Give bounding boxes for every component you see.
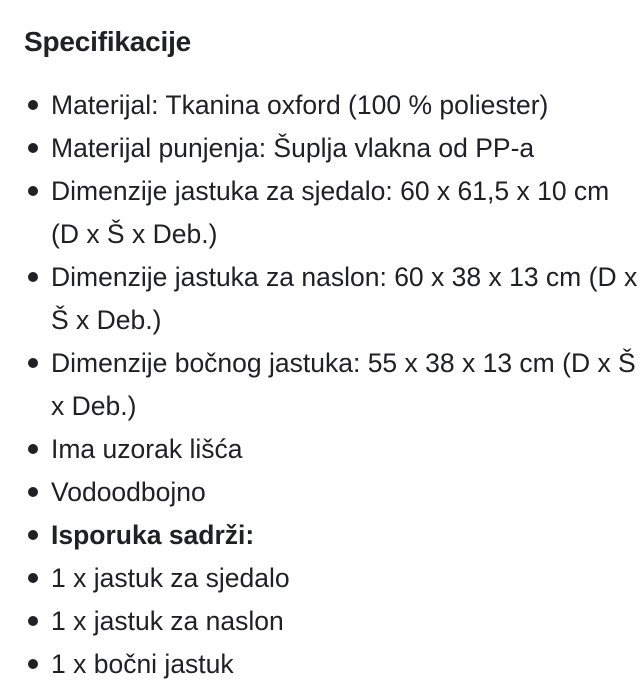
spec-text: 1 x jastuk za naslon (51, 606, 284, 636)
spec-item-delivery-heading (24, 514, 641, 557)
spec-item-pattern (24, 428, 641, 471)
bullet-icon (28, 186, 38, 196)
bullet-icon (28, 530, 38, 540)
spec-text: Vodoodbojno (51, 477, 206, 507)
spec-item-side-dimensions (24, 342, 641, 428)
bullet-icon (28, 143, 38, 153)
spec-text: 1 x bočni jastuk (51, 649, 234, 679)
bullet-icon (28, 616, 38, 626)
spec-item-back-cushion (24, 600, 641, 643)
spec-item-side-cushion (24, 643, 641, 686)
bullet-icon (28, 659, 38, 669)
spec-text: Materijal: Tkanina oxford (100 % poliester) (51, 90, 549, 120)
bullet-icon (28, 444, 38, 454)
spec-item-material (24, 84, 641, 127)
bullet-icon (28, 487, 38, 497)
section-title: Specifikacije (24, 26, 192, 57)
spec-text: 1 x jastuk za sjedalo (51, 563, 290, 593)
spec-item-seat-cushion (24, 557, 641, 600)
spec-text: Dimenzije jastuka za sjedalo: 60 x 61,5 x 10 cm (D x Š x Deb.) (51, 176, 610, 249)
spec-item-seat-dimensions (24, 170, 641, 256)
spec-text: Isporuka sadrži: (51, 520, 255, 550)
spec-text: Dimenzije jastuka za naslon: 60 x 38 x 13 cm (D x Š x Deb.) (51, 262, 638, 335)
spec-item-back-dimensions (24, 256, 641, 342)
bullet-icon (28, 358, 38, 368)
spec-text: Dimenzije bočnog jastuka: 55 x 38 x 13 cm (D x Š x Deb.) (51, 348, 636, 421)
bullet-icon (28, 272, 38, 282)
spec-text: Ima uzorak lišća (51, 434, 243, 464)
spec-item-water-repellent (24, 471, 641, 514)
bullet-icon (28, 573, 38, 583)
spec-list (24, 84, 638, 686)
spec-item-filling (24, 127, 641, 170)
spec-text: Materijal punjenja: Šuplja vlakna od PP-a (51, 133, 535, 163)
bullet-icon (28, 100, 38, 110)
